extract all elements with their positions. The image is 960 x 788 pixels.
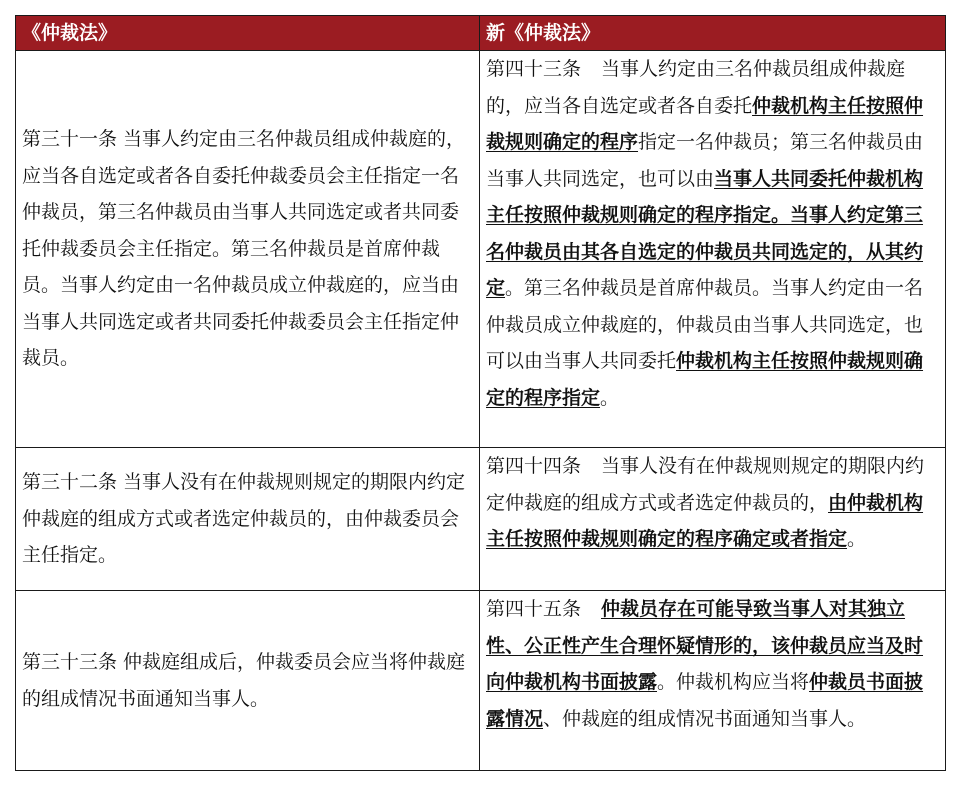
new-article-43 [480,51,946,448]
plain-text: 。 [600,386,620,409]
revised-text: 仲裁员书面披露情况 [486,671,924,730]
plain-text: 当事人约定由三名仲裁员组成仲裁庭的，应当各自选定或者各自委托 [486,58,906,117]
revised-text: 仲裁员存在可能导致当事人对其独立性、公正性产生合理怀疑情形的，该仲裁员应当及时向仲裁机构书面披露 [486,598,924,693]
plain-text: 。第三名仲裁员是首席仲裁员。当事人约定由一名仲裁员成立仲裁庭的，仲裁员由当事人共同选定，也可以由当事人共同委托 [486,277,924,372]
header-new-law: 新《仲裁法》 [480,16,946,51]
article-number: 第四十四条 [486,455,582,477]
revised-text: 当事人共同委托仲裁机构主任按照仲裁规则确定的程序指定。当事人约定第三名仲裁员由其各自选定的仲裁员共同选定的，从其约定 [486,167,924,299]
table-row [16,591,946,771]
table-row [16,448,946,591]
new-article-44 [480,448,946,591]
old-article-32: 第三十二条 当事人没有在仲裁规则规定的期限内约定仲裁庭的组成方式或者选定仲裁员的，由仲裁委员会主任指定。 [16,448,480,591]
revised-text: 仲裁机构主任按照仲裁规则确定的程序 [486,94,924,153]
table-row [16,51,946,448]
article-number: 第四十五条 [486,598,582,620]
plain-text: 。 [847,528,867,550]
old-article-33: 第三十三条 仲裁庭组成后，仲裁委员会应当将仲裁庭的组成情况书面通知当事人。 [16,591,480,771]
plain-text: 。仲裁机构应当将 [657,671,810,693]
comparison-table [15,15,946,771]
old-article-31: 第三十一条 当事人约定由三名仲裁员组成仲裁庭的，应当各自选定或者各自委托仲裁委员会主任指定一名仲裁员，第三名仲裁员由当事人共同选定或者共同委托仲裁委员会主任指定。第三名仲裁员是首席仲裁员。当事人约定由一名仲裁员成立仲裁庭的，应当由当事人共同选定或者共同委托仲裁委员会主任指定仲裁员。 [16,51,480,448]
plain-text: 当事人没有在仲裁规则规定的期限内约定仲裁庭的组成方式或者选定仲裁员的， [486,455,925,514]
article-number: 第四十三条 [486,58,582,80]
header-old-law: 《仲裁法》 [16,16,480,51]
header-row [16,16,946,51]
new-article-45 [480,591,946,771]
plain-text: 、仲裁庭的组成情况书面通知当事人。 [543,707,867,730]
revised-text: 由仲裁机构主任按照仲裁规则确定的程序确定或者指定 [486,491,924,550]
revised-text: 仲裁机构主任按照仲裁规则确定的程序指定 [486,350,924,409]
plain-text: 指定一名仲裁员；第三名仲裁员由当事人共同选定，也可以由 [486,131,924,190]
